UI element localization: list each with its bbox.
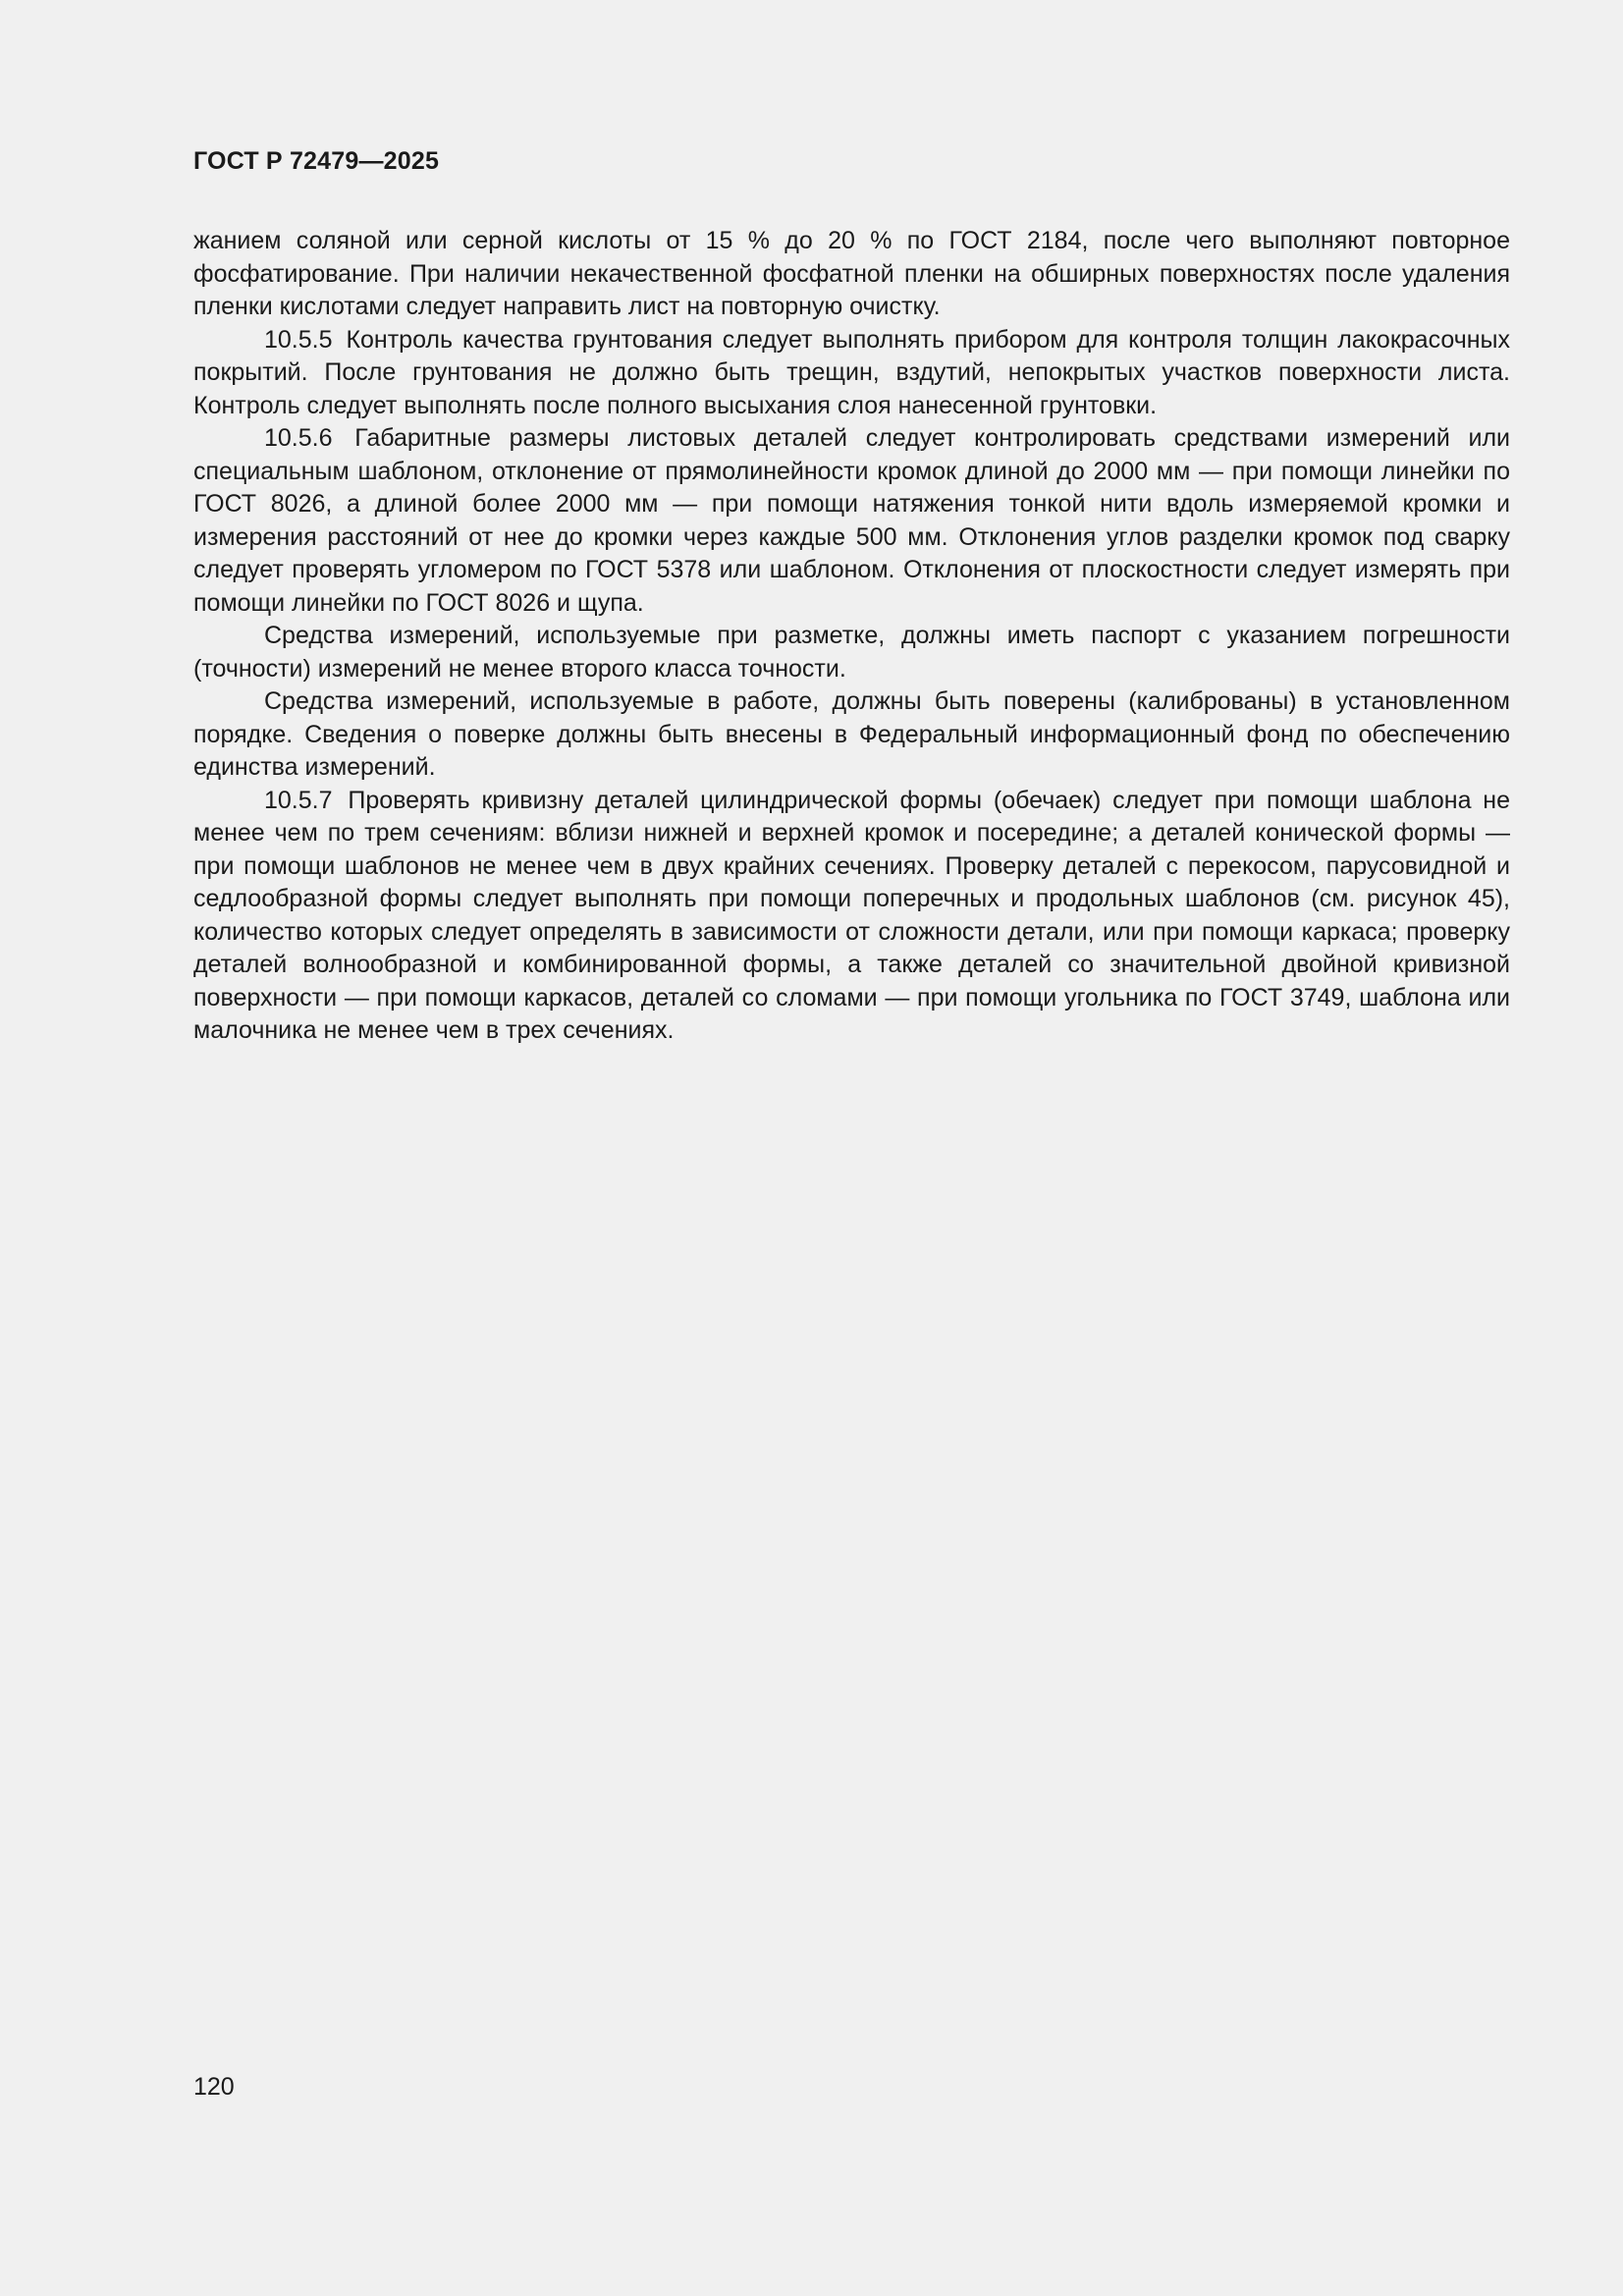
clause-number: 10.5.7 (264, 786, 333, 814)
clause-number: 10.5.6 (264, 424, 333, 452)
paragraph-measuring-tools-calibration (193, 685, 1510, 785)
page-number: 120 (193, 2073, 235, 2101)
paragraph-text: Средства измерений, используемые в работе, должны быть поверены (калиброваны) в установленном порядке. Сведения о поверке должны быть внесены в Федеральный информационный фонд по обеспечению единства измерений. (193, 687, 1510, 781)
paragraph-continuation (193, 225, 1510, 324)
paragraph-text: Проверять кривизну деталей цилиндрической формы (обечаек) следует при помощи шаблона не менее чем по трем сечениям: вблизи нижней и верхней кромок и посередине; а деталей конической формы — при помощи шаблонов не менее чем в двух крайних сечениях. Проверку деталей с перекосом, парусовидной и седлообразной формы следует выполнять при помощи поперечных и продольных шаблонов (см. рисунок 45), количество которых следует определять в зависимости от сложности детали, или при помощи каркаса; проверку деталей волнообразной и комбинированной формы, а также деталей со значительной двойной кривизной поверхности — при помощи каркасов, деталей со сломами — при помощи угольника по ГОСТ 3749, шаблона или малочника не менее чем в трех сечениях. (193, 786, 1510, 1044)
document-header: ГОСТ Р 72479—2025 (193, 147, 440, 175)
paragraph-text: жанием соляной или серной кислоты от 15 % до 20 % по ГОСТ 2184, после чего выполняют повторное фосфатирование. При наличии некачественной фосфатной пленки на обширных поверхностях после удаления пленки кислотами следует направить лист на повторную очистку. (193, 227, 1510, 320)
paragraph-clause-10-5-7 (193, 785, 1510, 1048)
clause-number: 10.5.5 (264, 325, 333, 354)
paragraph-text: Контроль качества грунтования следует выполнять прибором для контроля толщин лакокрасочных покрытий. После грунтования не должно быть трещин, вздутий, непокрытых участков поверхности листа. Контроль следует выполнять после полного высыхания слоя нанесенной грунтовки. (193, 325, 1510, 419)
paragraph-text: Средства измерений, используемые при разметке, должны иметь паспорт с указанием погрешности (точности) измерений не менее второго класса точности. (193, 622, 1510, 683)
paragraph-measuring-tools-marking (193, 620, 1510, 685)
paragraph-text: Габаритные размеры листовых деталей следует контролировать средствами измерений или специальным шаблоном, отклонение от прямолинейности кромок длиной до 2000 мм — при помощи линейки по ГОСТ 8026, а длиной более 2000 мм — при помощи натяжения тонкой нити вдоль измеряемой кромки и измерения расстояний от нее до кромки через каждые 500 мм. Отклонения углов разделки кромок под сварку следует проверять угломером по ГОСТ 5378 или шаблоном. Отклонения от плоскостности следует измерять при помощи линейки по ГОСТ 8026 и щупа. (193, 424, 1510, 617)
document-body (193, 225, 1510, 1048)
paragraph-clause-10-5-5 (193, 324, 1510, 423)
paragraph-clause-10-5-6 (193, 422, 1510, 620)
